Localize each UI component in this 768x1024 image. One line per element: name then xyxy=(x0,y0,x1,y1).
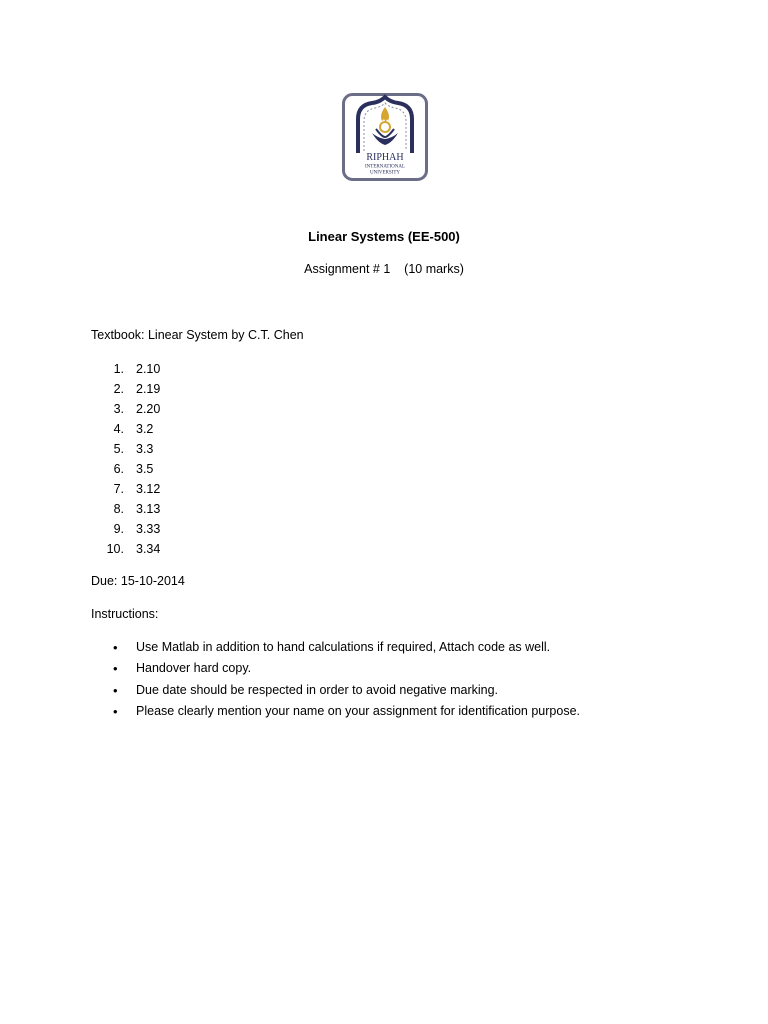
instruction-text: Due date should be respected in order to avoid negative marking. xyxy=(136,682,499,697)
list-number: 4. xyxy=(113,422,124,436)
problem-number: 3.34 xyxy=(136,542,161,556)
due-date: Due: 15-10-2014 xyxy=(91,574,185,588)
problem-number: 3.2 xyxy=(136,422,154,436)
problem-number: 2.10 xyxy=(136,362,161,376)
bullet-icon: • xyxy=(113,703,118,719)
textbook-line: Textbook: Linear System by C.T. Chen xyxy=(91,328,304,342)
instructions-heading: Instructions: xyxy=(91,607,159,621)
university-logo-icon xyxy=(342,93,428,181)
list-number: 1. xyxy=(113,362,124,376)
problem-number: 3.13 xyxy=(136,502,161,516)
bullet-icon: • xyxy=(113,640,118,655)
problem-number: 3.33 xyxy=(136,522,161,536)
svg-text:UNIVERSITY: UNIVERSITY xyxy=(370,170,400,176)
problem-number: 2.19 xyxy=(136,382,161,396)
course-title: Linear Systems (EE-500) xyxy=(308,229,460,244)
bullet-icon: • xyxy=(113,682,118,698)
instruction-text: Use Matlab in addition to hand calculations if required, Attach code as well. xyxy=(136,640,551,654)
list-number: 10. xyxy=(106,542,124,556)
problem-number: 2.20 xyxy=(136,402,161,416)
list-number: 5. xyxy=(113,442,124,456)
university-logo xyxy=(342,93,428,181)
list-number: 8. xyxy=(113,502,124,516)
list-number: 3. xyxy=(113,402,124,416)
svg-text:RIPHAH: RIPHAH xyxy=(366,152,404,163)
list-number: 2. xyxy=(113,382,124,396)
bullet-icon: • xyxy=(113,661,118,677)
problem-number: 3.12 xyxy=(136,482,161,496)
svg-text:INTERNATIONAL: INTERNATIONAL xyxy=(365,164,405,170)
instruction-text: Please clearly mention your name on your assignment for identification purpose. xyxy=(136,703,580,718)
instruction-text: Handover hard copy. xyxy=(136,661,252,676)
list-number: 7. xyxy=(113,482,124,496)
list-number: 9. xyxy=(113,522,124,536)
problem-number: 3.5 xyxy=(136,462,154,476)
assignment-subtitle: Assignment # 1 (10 marks) xyxy=(304,262,464,276)
problem-number: 3.3 xyxy=(136,442,154,456)
list-number: 6. xyxy=(113,462,124,476)
